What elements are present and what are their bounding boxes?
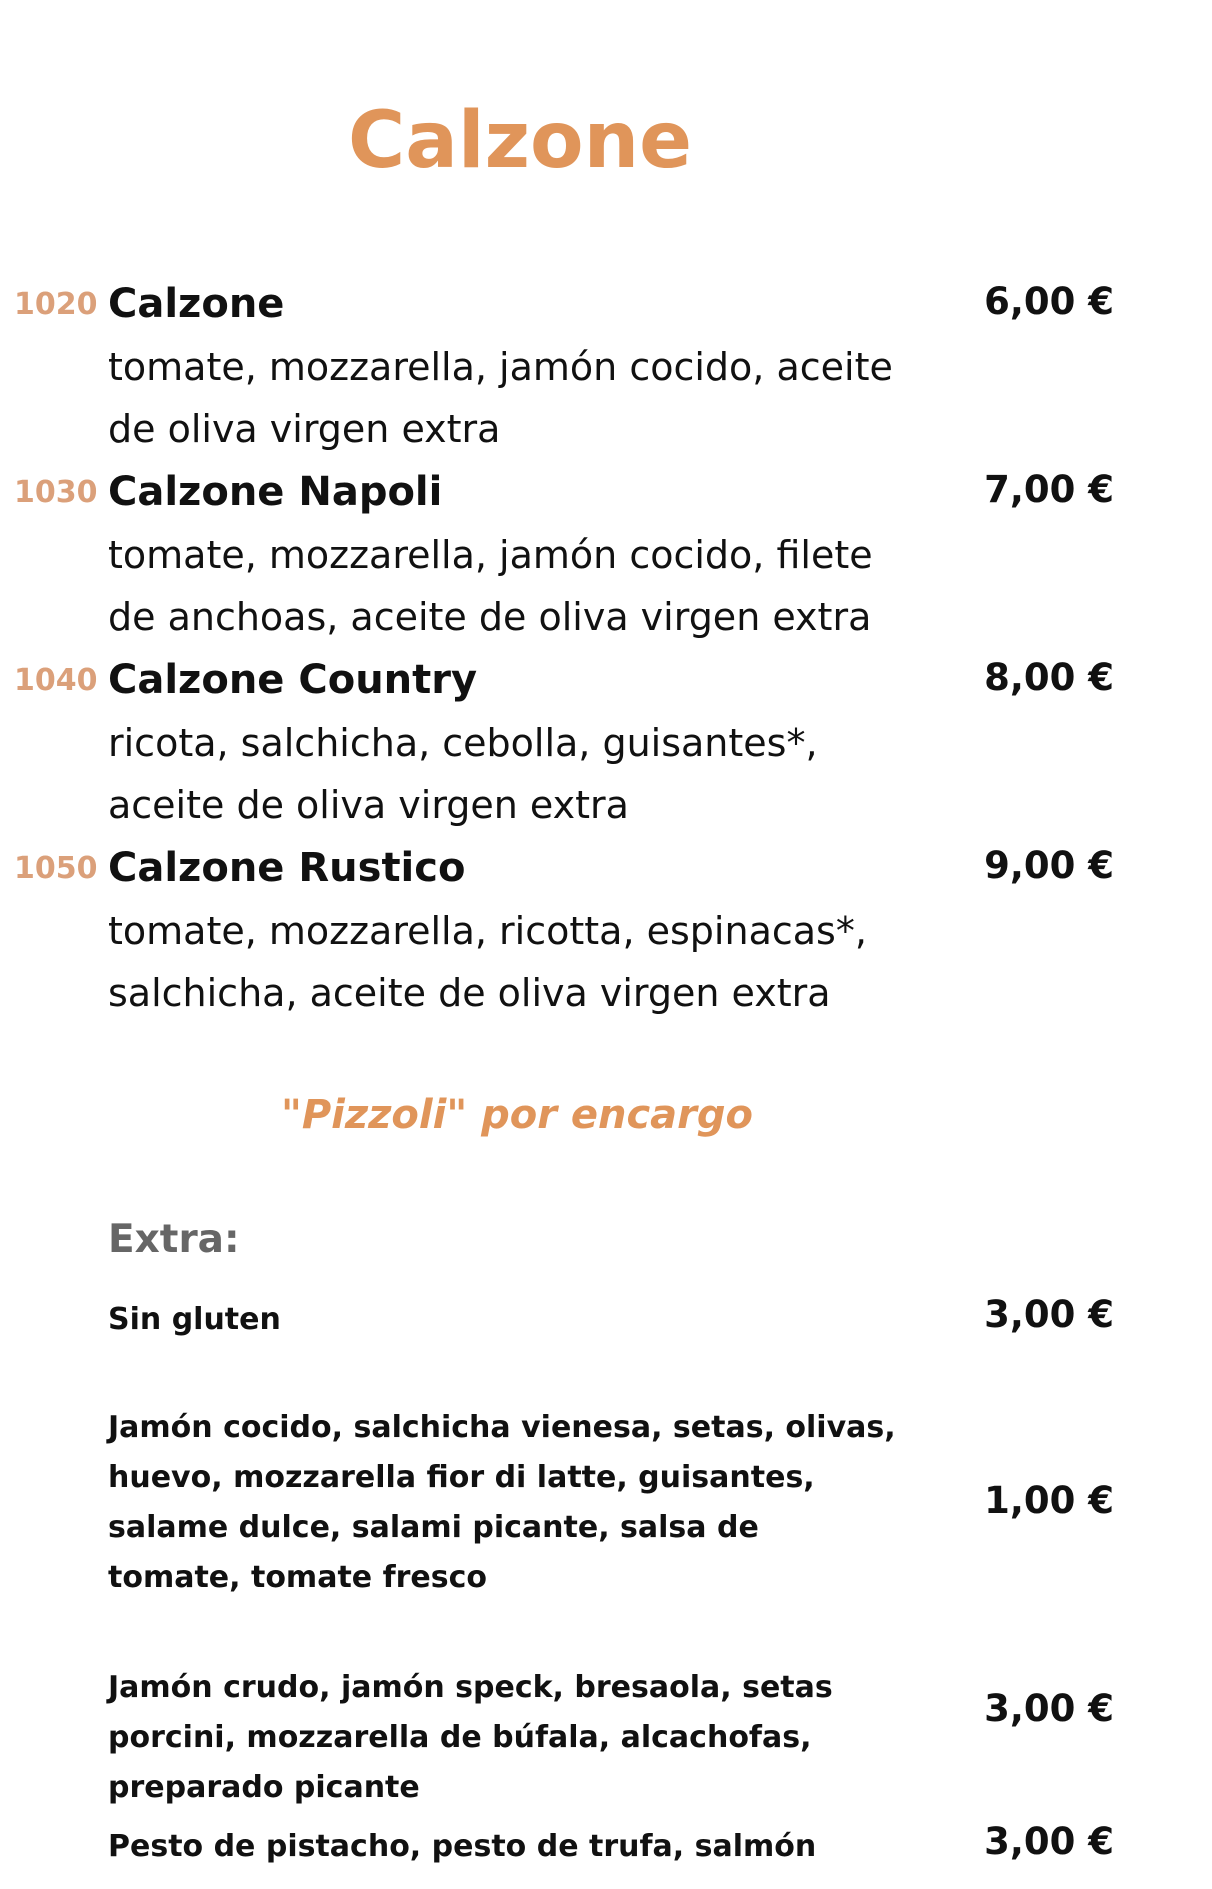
item-description: tomate, mozzarella, ricotta, espinacas*, salchicha, aceite de oliva virgen extra xyxy=(108,909,867,1015)
extra-description: Sin gluten xyxy=(108,1302,281,1337)
extra-description: Pesto de pistacho, pesto de trufa, salmón xyxy=(108,1829,817,1864)
item-description: tomate, mozzarella, jamón cocido, filete de anchoas, aceite de oliva virgen extra xyxy=(108,533,873,639)
item-name: Calzone Country xyxy=(108,657,478,703)
item-price: 6,00 € xyxy=(984,280,1114,323)
extra-description: Jamón crudo, jamón speck, bresaola, setas porcini, mozzarella de búfala, alcachofas, preparado picante xyxy=(108,1670,833,1805)
extra-price: 3,00 € xyxy=(984,1687,1114,1730)
extra-price: 3,00 € xyxy=(984,1820,1114,1863)
item-name: Calzone Napoli xyxy=(108,469,443,515)
extra-price: 1,00 € xyxy=(984,1479,1114,1522)
page-title: Calzone xyxy=(347,96,693,186)
item-name: Calzone xyxy=(108,281,285,327)
extra-description: Jamón cocido, salchicha vienesa, setas, olivas, huevo, mozzarella fior di latte, guisantes, salame dulce, salami picante, salsa de tomate, tomate fresco xyxy=(108,1410,896,1595)
item-code: 1030 xyxy=(14,475,98,510)
item-code: 1020 xyxy=(14,287,98,322)
item-code: 1050 xyxy=(14,851,98,886)
order-note: "Pizzoli" por encargo xyxy=(280,1092,753,1138)
extra-price: 3,00 € xyxy=(984,1293,1114,1336)
item-code: 1040 xyxy=(14,663,98,698)
extras-heading: Extra: xyxy=(108,1217,240,1262)
item-name: Calzone Rustico xyxy=(108,845,466,891)
item-description: tomate, mozzarella, jamón cocido, aceite de oliva virgen extra xyxy=(108,345,893,451)
item-price: 8,00 € xyxy=(984,656,1114,699)
item-price: 9,00 € xyxy=(984,844,1114,887)
item-price: 7,00 € xyxy=(984,468,1114,511)
item-description: ricota, salchicha, cebolla, guisantes*, aceite de oliva virgen extra xyxy=(108,721,818,827)
